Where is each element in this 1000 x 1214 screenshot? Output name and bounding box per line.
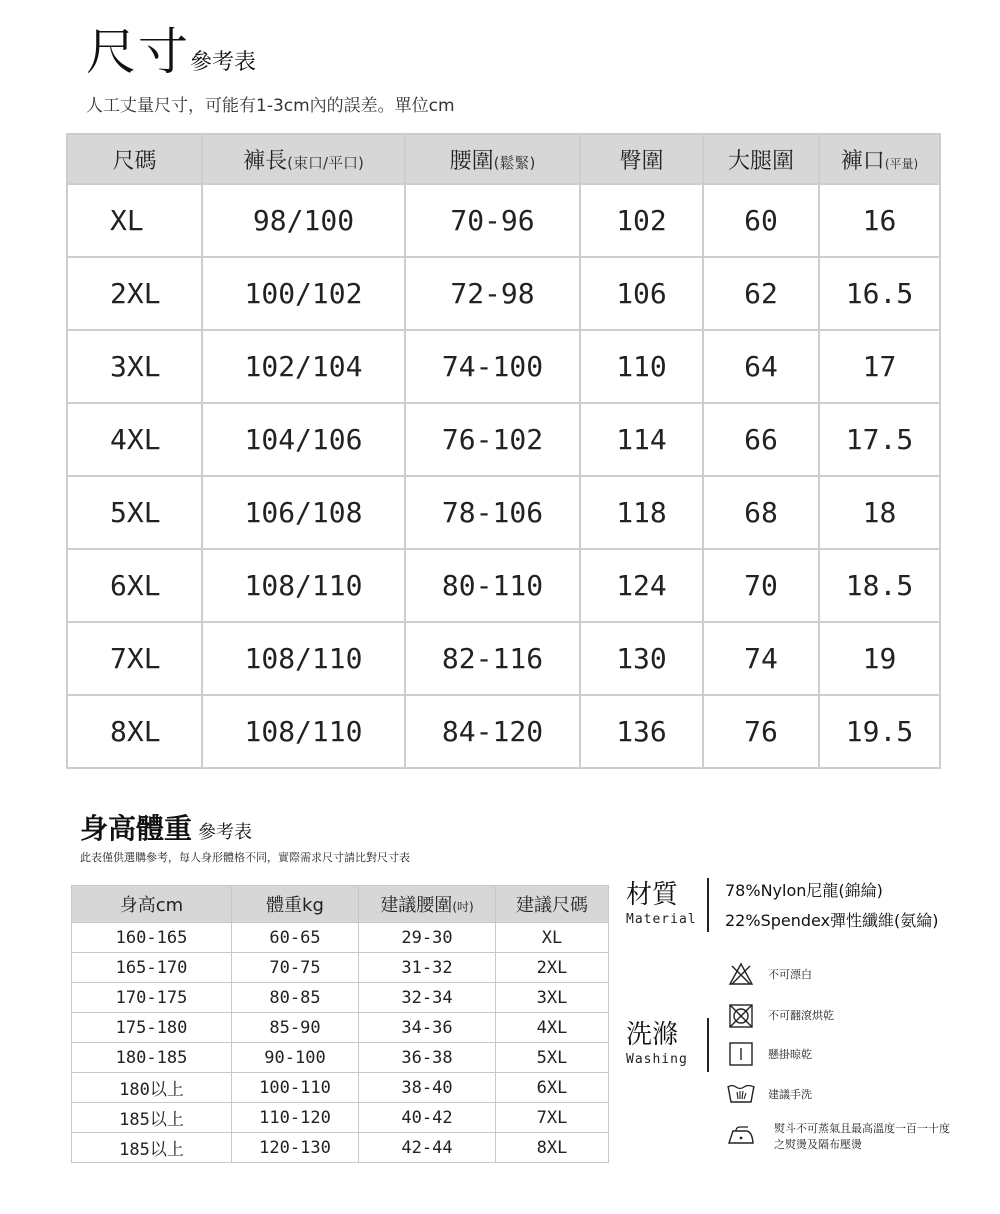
size-cell: 5XL: [67, 476, 202, 549]
waist-inch-cell: 31-32: [359, 953, 496, 983]
hw-header-height: 身高cm: [72, 886, 232, 923]
waist-inch-cell: 36-38: [359, 1043, 496, 1073]
hem-cell: 18.5: [819, 549, 940, 622]
waist-cell: 76-102: [405, 403, 580, 476]
waist-cell: 70-96: [405, 184, 580, 257]
weight-cell: 100-110: [232, 1073, 359, 1103]
weight-cell: 90-100: [232, 1043, 359, 1073]
height-cell: 170-175: [72, 983, 232, 1013]
size-header-waist-note: (鬆緊): [493, 153, 536, 172]
no-tumble-dry-text: 不可翻滾烘乾: [768, 1009, 834, 1022]
size-cell: 7XL: [67, 622, 202, 695]
hip-cell: 102: [580, 184, 703, 257]
size-chart-row: [67, 695, 940, 768]
thigh-cell: 60: [703, 184, 819, 257]
size-chart-row: [67, 622, 940, 695]
size-chart-row: [67, 184, 940, 257]
hip-cell: 114: [580, 403, 703, 476]
no-tumble-dry-icon: [728, 1003, 754, 1029]
height-weight-row: [72, 1073, 609, 1103]
waist-cell: 84-120: [405, 695, 580, 768]
thigh-cell: 66: [703, 403, 819, 476]
hem-cell: 19: [819, 622, 940, 695]
suggested-size-cell: 4XL: [496, 1013, 609, 1043]
suggested-size-cell: 5XL: [496, 1043, 609, 1073]
waist-inch-cell: 29-30: [359, 923, 496, 953]
hem-cell: 17.5: [819, 403, 940, 476]
size-cell: XL: [67, 184, 202, 257]
size-chart-row: [67, 330, 940, 403]
material-label-en: Material: [626, 912, 697, 927]
hw-header-size: 建議尺碼: [496, 886, 609, 923]
waist-inch-cell: 38-40: [359, 1073, 496, 1103]
height-weight-row: [72, 983, 609, 1013]
length-cell: 100/102: [202, 257, 405, 330]
height-weight-table: [71, 885, 609, 1163]
size-cell: 6XL: [67, 549, 202, 622]
hw-header-waist-note: (吋): [452, 900, 474, 914]
waist-inch-cell: 40-42: [359, 1103, 496, 1133]
hip-cell: 136: [580, 695, 703, 768]
length-cell: 102/104: [202, 330, 405, 403]
weight-cell: 70-75: [232, 953, 359, 983]
waist-cell: 80-110: [405, 549, 580, 622]
thigh-cell: 74: [703, 622, 819, 695]
washing-divider: [707, 1018, 709, 1072]
line-dry-icon: [728, 1041, 754, 1067]
thigh-cell: 64: [703, 330, 819, 403]
height-weight-header-row: [72, 886, 609, 923]
hand-wash-text: 建議手洗: [768, 1088, 812, 1101]
height-weight-row: [72, 1103, 609, 1133]
line-dry-text: 懸掛晾乾: [768, 1048, 812, 1061]
material-line-2: 22%Spendex彈性纖維(氨綸): [725, 911, 939, 930]
waist-cell: 78-106: [405, 476, 580, 549]
height-weight-title: 身高體重: [80, 812, 193, 845]
material-divider: [707, 878, 709, 932]
weight-cell: 60-65: [232, 923, 359, 953]
size-header-length-note: (束口/平口): [287, 153, 364, 172]
size-chart-row: [67, 476, 940, 549]
thigh-cell: 76: [703, 695, 819, 768]
thigh-cell: 70: [703, 549, 819, 622]
size-chart-title: 尺寸: [86, 23, 190, 81]
height-weight-row: [72, 953, 609, 983]
no-bleach-text: 不可漂白: [768, 968, 812, 981]
size-chart-title-suffix: 參考表: [190, 50, 257, 75]
height-cell: 185以上: [72, 1133, 232, 1163]
hem-cell: 16.5: [819, 257, 940, 330]
size-chart-row: [67, 403, 940, 476]
hem-cell: 16: [819, 184, 940, 257]
suggested-size-cell: 3XL: [496, 983, 609, 1013]
height-cell: 160-165: [72, 923, 232, 953]
hip-cell: 124: [580, 549, 703, 622]
hip-cell: 130: [580, 622, 703, 695]
waist-cell: 74-100: [405, 330, 580, 403]
material-label: 材質: [626, 880, 679, 910]
length-cell: 108/110: [202, 622, 405, 695]
size-chart-row: [67, 549, 940, 622]
suggested-size-cell: 2XL: [496, 953, 609, 983]
height-weight-row: [72, 1043, 609, 1073]
size-cell: 8XL: [67, 695, 202, 768]
height-cell: 180-185: [72, 1043, 232, 1073]
weight-cell: 120-130: [232, 1133, 359, 1163]
thigh-cell: 68: [703, 476, 819, 549]
washing-label-en: Washing: [626, 1052, 688, 1067]
hw-header-waist: 建議腰圍(吋): [359, 886, 496, 923]
length-cell: 108/110: [202, 549, 405, 622]
waist-cell: 82-116: [405, 622, 580, 695]
height-cell: 185以上: [72, 1103, 232, 1133]
suggested-size-cell: 8XL: [496, 1133, 609, 1163]
hem-cell: 17: [819, 330, 940, 403]
waist-cell: 72-98: [405, 257, 580, 330]
suggested-size-cell: XL: [496, 923, 609, 953]
height-weight-description: 此表僅供選購參考，每人身形體格不同，實際需求尺寸請比對尺寸表: [80, 851, 410, 864]
iron-low-text: 熨斗不可蒸氣且最高溫度一百一十度之熨燙及隔布壓燙: [774, 1122, 950, 1151]
height-weight-title-suffix: 參考表: [198, 822, 252, 843]
thigh-cell: 62: [703, 257, 819, 330]
size-header-hem-note: (平量): [884, 156, 919, 171]
waist-inch-cell: 42-44: [359, 1133, 496, 1163]
weight-cell: 80-85: [232, 983, 359, 1013]
no-bleach-icon: [728, 962, 754, 986]
size-chart-description: 人工丈量尺寸，可能有1-3cm內的誤差。單位cm: [86, 96, 455, 116]
length-cell: 104/106: [202, 403, 405, 476]
hem-cell: 19.5: [819, 695, 940, 768]
washing-label: 洗滌: [626, 1020, 679, 1050]
height-weight-row: [72, 923, 609, 953]
weight-cell: 85-90: [232, 1013, 359, 1043]
size-header-size: 尺碼: [67, 134, 202, 184]
size-header-thigh: 大腿圍: [703, 134, 819, 184]
suggested-size-cell: 6XL: [496, 1073, 609, 1103]
material-line-1: 78%Nylon尼龍(錦綸): [725, 881, 883, 900]
size-cell: 4XL: [67, 403, 202, 476]
height-cell: 180以上: [72, 1073, 232, 1103]
hem-cell: 18: [819, 476, 940, 549]
size-header-length: 褲長(束口/平口): [202, 134, 405, 184]
length-cell: 106/108: [202, 476, 405, 549]
hand-wash-icon: [726, 1081, 756, 1105]
height-weight-row: [72, 1133, 609, 1163]
length-cell: 108/110: [202, 695, 405, 768]
iron-low-icon: [726, 1124, 756, 1146]
size-cell: 2XL: [67, 257, 202, 330]
size-cell: 3XL: [67, 330, 202, 403]
height-weight-row: [72, 1013, 609, 1043]
hip-cell: 118: [580, 476, 703, 549]
size-header-waist: 腰圍(鬆緊): [405, 134, 580, 184]
waist-inch-cell: 34-36: [359, 1013, 496, 1043]
height-cell: 165-170: [72, 953, 232, 983]
size-chart-header-row: [67, 134, 940, 184]
length-cell: 98/100: [202, 184, 405, 257]
suggested-size-cell: 7XL: [496, 1103, 609, 1133]
hip-cell: 106: [580, 257, 703, 330]
size-header-hip: 臀圍: [580, 134, 703, 184]
hw-header-weight: 體重kg: [232, 886, 359, 923]
weight-cell: 110-120: [232, 1103, 359, 1133]
waist-inch-cell: 32-34: [359, 983, 496, 1013]
size-header-hem: 褲口(平量): [819, 134, 940, 184]
size-chart-table: [66, 133, 941, 769]
hip-cell: 110: [580, 330, 703, 403]
height-cell: 175-180: [72, 1013, 232, 1043]
size-chart-row: [67, 257, 940, 330]
